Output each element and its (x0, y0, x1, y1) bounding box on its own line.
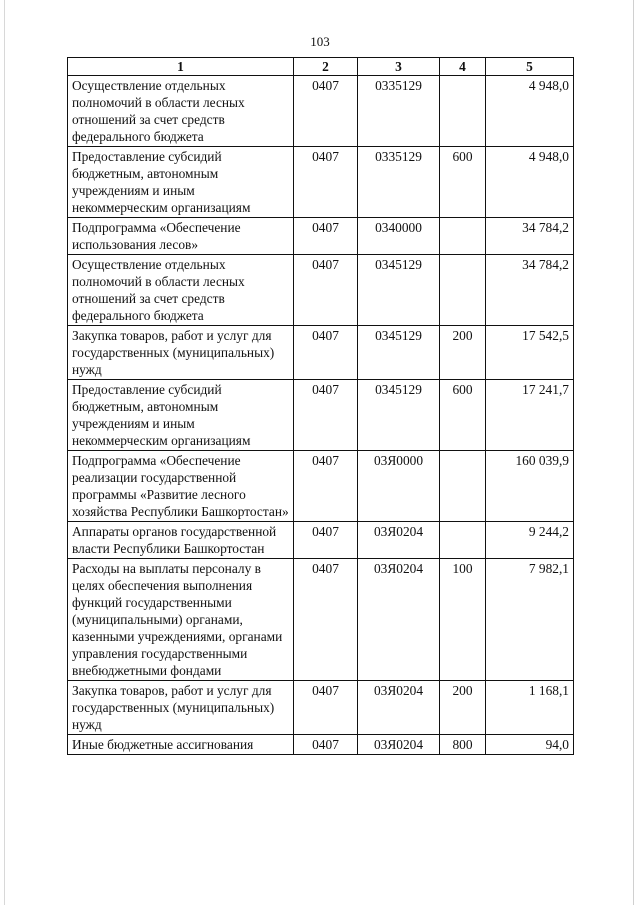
row-name: Подпрограмма «Обеспечение использования лесов» (68, 218, 294, 255)
row-name: Закупка товаров, работ и услуг для государственных (муниципальных) нужд (68, 326, 294, 380)
row-section: 0407 (294, 522, 358, 559)
row-amount: 7 982,1 (486, 559, 574, 681)
column-header-2: 2 (294, 58, 358, 76)
row-code: 0345129 (358, 380, 440, 451)
table-header (68, 58, 574, 76)
row-amount: 94,0 (486, 735, 574, 755)
table-row (68, 326, 574, 380)
row-code: 0340000 (358, 218, 440, 255)
budget-table (67, 57, 574, 755)
table-row (68, 735, 574, 755)
row-code: 03Я0204 (358, 559, 440, 681)
row-name: Закупка товаров, работ и услуг для государственных (муниципальных) нужд (68, 681, 294, 735)
row-code: 03Я0204 (358, 522, 440, 559)
row-name: Расходы на выплаты персоналу в целях обеспечения выполнения функций государственными (муниципальными) органами, казенными учреждениями, органами управления государственными внебюджетными фондами (68, 559, 294, 681)
row-section: 0407 (294, 218, 358, 255)
row-amount: 34 784,2 (486, 255, 574, 326)
row-section: 0407 (294, 255, 358, 326)
row-code: 03Я0204 (358, 681, 440, 735)
row-code: 03Я0000 (358, 451, 440, 522)
header-row (68, 58, 574, 76)
row-code: 0335129 (358, 147, 440, 218)
table-row (68, 380, 574, 451)
row-amount: 4 948,0 (486, 76, 574, 147)
scan-edge-left (4, 0, 5, 905)
row-section: 0407 (294, 681, 358, 735)
row-type (440, 76, 486, 147)
column-header-5: 5 (486, 58, 574, 76)
row-section: 0407 (294, 76, 358, 147)
table-row (68, 522, 574, 559)
row-name: Осуществление отдельных полномочий в области лесных отношений за счет средств федерального бюджета (68, 255, 294, 326)
row-type (440, 218, 486, 255)
column-header-4: 4 (440, 58, 486, 76)
row-amount: 9 244,2 (486, 522, 574, 559)
row-amount: 34 784,2 (486, 218, 574, 255)
scan-edge-right (633, 0, 634, 905)
row-amount: 17 542,5 (486, 326, 574, 380)
row-section: 0407 (294, 147, 358, 218)
table-row (68, 681, 574, 735)
table-row (68, 218, 574, 255)
row-amount: 4 948,0 (486, 147, 574, 218)
row-section: 0407 (294, 380, 358, 451)
row-code: 0335129 (358, 76, 440, 147)
row-type (440, 255, 486, 326)
row-amount: 1 168,1 (486, 681, 574, 735)
page-number: 103 (310, 34, 330, 49)
row-code: 0345129 (358, 255, 440, 326)
row-section: 0407 (294, 559, 358, 681)
row-amount: 160 039,9 (486, 451, 574, 522)
table-row (68, 147, 574, 218)
table-row (68, 76, 574, 147)
row-type: 600 (440, 380, 486, 451)
row-name: Осуществление отдельных полномочий в области лесных отношений за счет средств федерального бюджета (68, 76, 294, 147)
row-name: Подпрограмма «Обеспечение реализации государственной программы «Развитие лесного хозяйства Республики Башкортостан» (68, 451, 294, 522)
row-name: Предоставление субсидий бюджетным, автономным учреждениям и иным некоммерческим организациям (68, 147, 294, 218)
row-section: 0407 (294, 451, 358, 522)
row-amount: 17 241,7 (486, 380, 574, 451)
row-type: 600 (440, 147, 486, 218)
row-type (440, 522, 486, 559)
row-type (440, 451, 486, 522)
row-type: 800 (440, 735, 486, 755)
column-header-1: 1 (68, 58, 294, 76)
row-name: Аппараты органов государственной власти Республики Башкортостан (68, 522, 294, 559)
table-row (68, 451, 574, 522)
table-row (68, 255, 574, 326)
row-section: 0407 (294, 326, 358, 380)
row-type: 200 (440, 681, 486, 735)
row-section: 0407 (294, 735, 358, 755)
row-code: 0345129 (358, 326, 440, 380)
row-name: Иные бюджетные ассигнования (68, 735, 294, 755)
row-type: 100 (440, 559, 486, 681)
row-type: 200 (440, 326, 486, 380)
table-row (68, 559, 574, 681)
row-name: Предоставление субсидий бюджетным, автономным учреждениям и иным некоммерческим организациям (68, 380, 294, 451)
row-code: 03Я0204 (358, 735, 440, 755)
column-header-3: 3 (358, 58, 440, 76)
